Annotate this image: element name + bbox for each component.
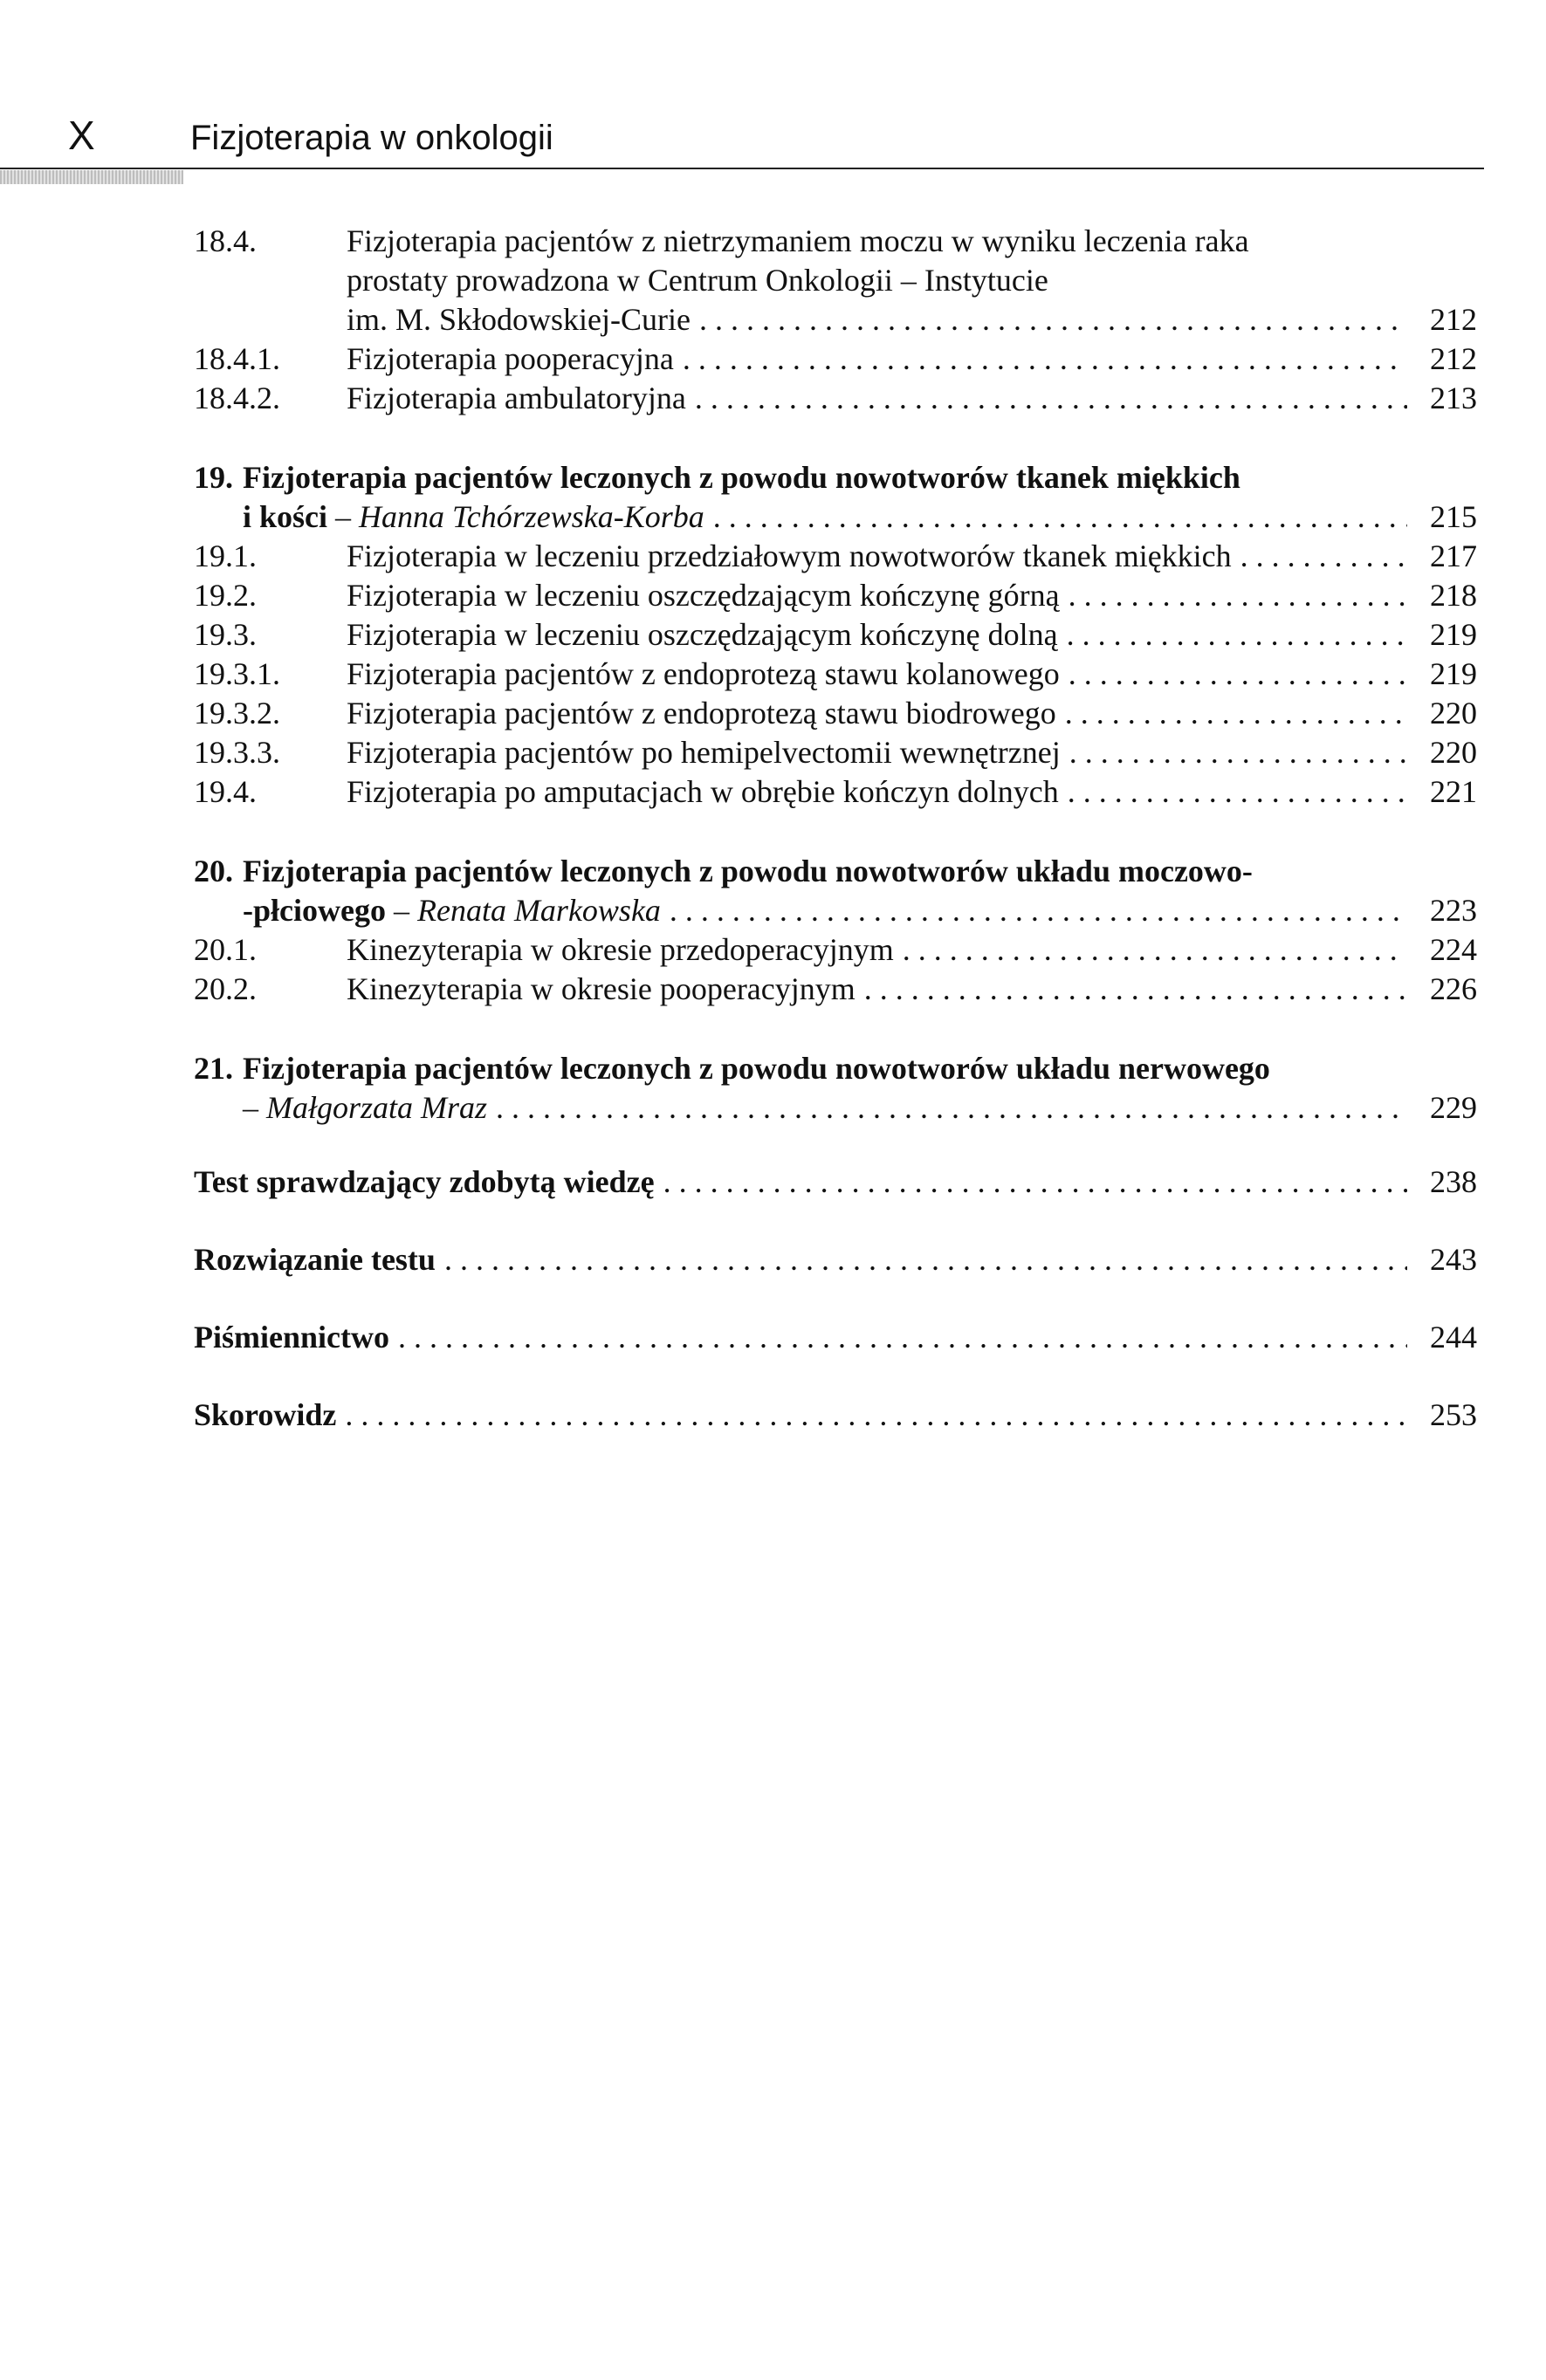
entry-title-continued: prostaty prowadzona w Centrum Onkologii – Instytucie — [347, 263, 1048, 298]
back-matter-entries — [194, 1128, 1477, 1435]
entry-page: 253 — [1430, 1397, 1477, 1432]
chapter-author: Renata Markowska — [416, 893, 661, 928]
entry-number: 19.3.2. — [194, 696, 280, 730]
chapter-title-continued: i kości — [243, 499, 328, 534]
chapter-number: 19. — [194, 460, 233, 495]
entry-page: 218 — [1430, 578, 1477, 613]
dot-leader — [903, 930, 1407, 970]
toc-subentry — [194, 733, 1477, 772]
entry-number: 19.3.3. — [194, 735, 280, 770]
entry-page: 213 — [1430, 381, 1477, 415]
dot-leader — [1065, 694, 1407, 733]
entry-title: Fizjoterapia pooperacyjna — [347, 341, 674, 376]
author-dash: – — [385, 893, 417, 928]
entry-page: 221 — [1430, 774, 1477, 809]
toc-back-matter-entry — [194, 1163, 1477, 1202]
toc-subentry — [194, 772, 1477, 812]
entry-page: 224 — [1430, 932, 1477, 967]
toc-entry-18-4-line3 — [347, 300, 1477, 340]
entry-page: 212 — [1430, 302, 1477, 337]
chapter-author: Małgorzata Mraz — [266, 1090, 488, 1125]
entry-number: 18.4. — [194, 223, 257, 258]
toc-chapter-20-line2 — [243, 891, 1477, 930]
dot-leader — [699, 300, 1407, 340]
chapter-author: Hanna Tchórzewska-Korba — [359, 499, 704, 534]
entry-number: 19.2. — [194, 578, 257, 613]
entry-page: 238 — [1430, 1164, 1477, 1199]
toc-subentry — [194, 615, 1477, 655]
chapter-title-continued: -płciowego — [243, 893, 386, 928]
entry-title: Skorowidz — [194, 1397, 337, 1432]
header-page-number: X — [68, 113, 95, 158]
dot-leader — [663, 1163, 1407, 1202]
header-rule — [0, 168, 1484, 169]
dot-leader — [1069, 733, 1407, 772]
dot-leader — [1068, 576, 1407, 615]
dot-leader — [1240, 537, 1407, 576]
chapter-20-subentries — [194, 930, 1477, 1009]
dot-leader — [345, 1396, 1407, 1435]
toc-subentry — [194, 655, 1477, 694]
entry-page: 220 — [1430, 735, 1477, 770]
entry-title: Kinezyterapia w okresie przedoperacyjnym — [347, 932, 894, 967]
dot-leader — [398, 1318, 1407, 1357]
running-header — [68, 112, 553, 159]
dot-leader — [1068, 772, 1407, 812]
entry-page: 217 — [1430, 538, 1477, 573]
entry-title: Fizjoterapia pacjentów z endoprotezą stawu biodrowego — [347, 696, 1056, 730]
toc-back-matter-entry — [194, 1396, 1477, 1435]
header-shade-bar — [0, 170, 183, 184]
entry-page: 220 — [1430, 696, 1477, 730]
entry-title: Kinezyterapia w okresie pooperacyjnym — [347, 971, 855, 1006]
toc-chapter-19-line1 — [194, 458, 1477, 497]
dot-leader — [713, 497, 1407, 537]
dot-leader — [1068, 655, 1407, 694]
dot-leader — [444, 1240, 1407, 1279]
entry-page: 215 — [1430, 499, 1477, 534]
entry-page: 229 — [1430, 1090, 1477, 1125]
entry-page: 219 — [1430, 656, 1477, 691]
dot-leader — [670, 891, 1407, 930]
toc-subentry — [194, 930, 1477, 970]
toc-subentry — [194, 694, 1477, 733]
toc-chapter-21-line2 — [243, 1088, 1477, 1128]
entry-number: 18.4.1. — [194, 341, 280, 376]
toc-entry-18-4-2 — [194, 379, 1477, 418]
entry-number: 19.4. — [194, 774, 257, 809]
entry-number: 20.1. — [194, 932, 257, 967]
toc-entry-18-4-line2 — [347, 261, 1477, 300]
toc-entry-18-4-line1 — [194, 222, 1477, 261]
entry-page: 212 — [1430, 341, 1477, 376]
toc-chapter-19-line2 — [243, 497, 1477, 537]
chapter-title: Fizjoterapia pacjentów leczonych z powodu nowotworów tkanek miękkich — [243, 460, 1240, 495]
entry-title: Rozwiązanie testu — [194, 1242, 436, 1277]
entry-number: 19.3.1. — [194, 656, 280, 691]
entry-title: Fizjoterapia pacjentów po hemipelvectomii wewnętrznej — [347, 735, 1061, 770]
entry-title: Fizjoterapia pacjentów z nietrzymaniem moczu w wyniku leczenia raka — [347, 223, 1249, 258]
entry-page: 226 — [1430, 971, 1477, 1006]
entry-page: 223 — [1430, 893, 1477, 928]
entry-title: Fizjoterapia ambulatoryjna — [347, 381, 686, 415]
chapter-number: 20. — [194, 854, 233, 888]
entry-title: Fizjoterapia po amputacjach w obrębie kończyn dolnych — [347, 774, 1059, 809]
dot-leader — [1067, 615, 1407, 655]
toc-subentry — [194, 970, 1477, 1009]
chapter-19-subentries — [194, 537, 1477, 812]
dot-leader — [864, 970, 1407, 1009]
toc-back-matter-entry — [194, 1318, 1477, 1357]
entry-page: 244 — [1430, 1320, 1477, 1355]
entry-title-continued: im. M. Skłodowskiej-Curie — [347, 302, 691, 337]
entry-page: 243 — [1430, 1242, 1477, 1277]
entry-number: 19.3. — [194, 617, 257, 652]
entry-title: Test sprawdzający zdobytą wiedzę — [194, 1164, 655, 1199]
entry-title: Fizjoterapia w leczeniu oszczędzającym kończynę górną — [347, 578, 1060, 613]
entry-number: 18.4.2. — [194, 381, 280, 415]
author-dash: – — [243, 1090, 266, 1125]
dot-leader — [695, 379, 1407, 418]
author-dash: – — [327, 499, 360, 534]
dot-leader — [496, 1088, 1407, 1128]
toc-back-matter-entry — [194, 1240, 1477, 1279]
entry-page: 219 — [1430, 617, 1477, 652]
header-book-title: Fizjoterapia w onkologii — [190, 119, 553, 157]
chapter-number: 21. — [194, 1051, 233, 1086]
entry-title: Fizjoterapia pacjentów z endoprotezą stawu kolanowego — [347, 656, 1060, 691]
entry-title: Fizjoterapia w leczeniu przedziałowym nowotworów tkanek miękkich — [347, 538, 1232, 573]
toc-subentry — [194, 576, 1477, 615]
chapter-title: Fizjoterapia pacjentów leczonych z powodu nowotworów układu moczowo- — [243, 854, 1253, 888]
entry-title: Piśmiennictwo — [194, 1320, 389, 1355]
dot-leader — [683, 340, 1407, 379]
entry-title: Fizjoterapia w leczeniu oszczędzającym kończynę dolną — [347, 617, 1058, 652]
toc-chapter-21-line1 — [194, 1049, 1477, 1088]
toc-chapter-20-line1 — [194, 852, 1477, 891]
toc-entry-18-4-1 — [194, 340, 1477, 379]
chapter-title: Fizjoterapia pacjentów leczonych z powodu nowotworów układu nerwowego — [243, 1051, 1270, 1086]
entry-number: 19.1. — [194, 538, 257, 573]
table-of-contents — [194, 222, 1477, 1435]
entry-number: 20.2. — [194, 971, 257, 1006]
toc-subentry — [194, 537, 1477, 576]
